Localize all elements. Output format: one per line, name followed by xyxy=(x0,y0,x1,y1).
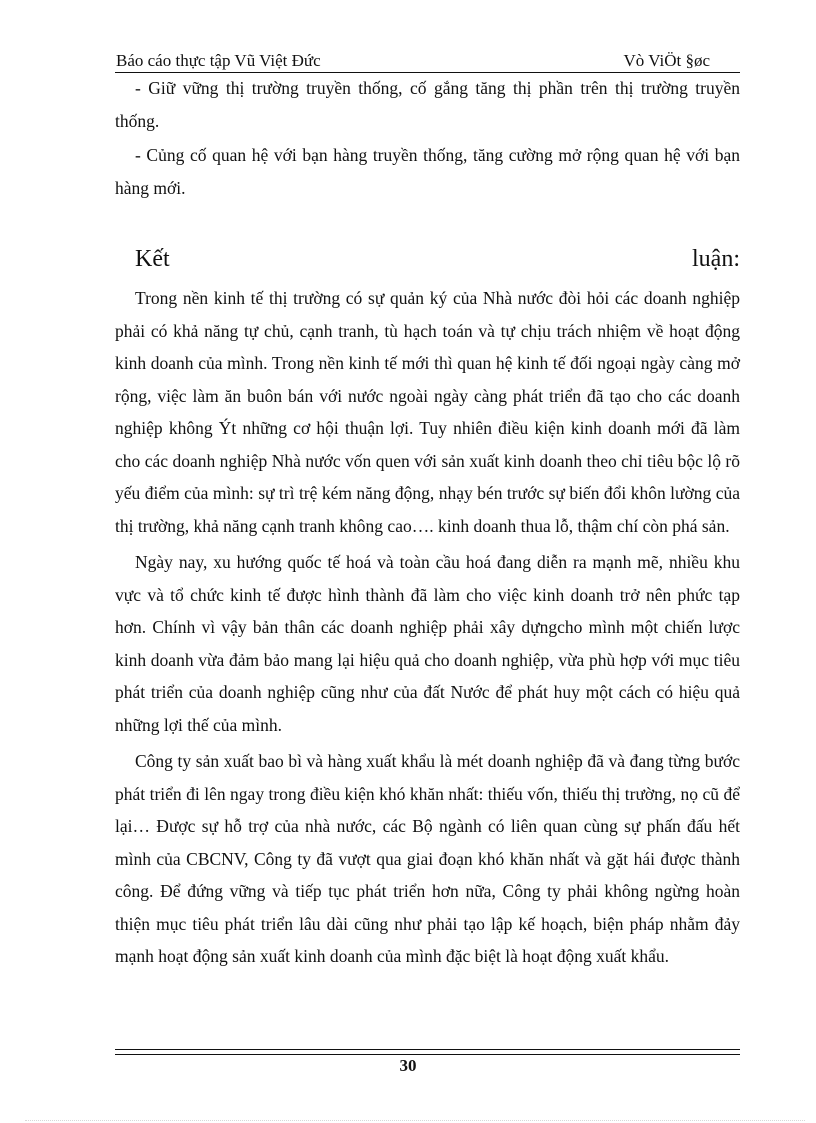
page-edge-divider xyxy=(25,1120,805,1121)
page-number: 30 xyxy=(399,1056,417,1075)
conclusion-heading xyxy=(115,242,740,276)
header-title: Báo cáo thực tập Vũ Việt Đức xyxy=(116,51,321,70)
page-header xyxy=(115,48,740,73)
paragraph: Ngày nay, xu hướng quốc tế hoá và toàn cầu hoá đang diễn ra mạnh mẽ, nhiều khu vực và tổ chức kinh tế được hình thành đã làm cho việc kinh doanh trở nên phức tạp hơn. Chính vì vậy bản thân các doanh nghiệp phải xây dựngcho mình một chiến lược kinh doanh vừa đảm bảo mang lại hiệu quả cho doanh nghiệp, vừa phù hợp với mục tiêu phát triển của doanh nghiệp cũng như của đất Nước để phát huy một cách có hiệu quả những lợi thế của mình. xyxy=(115,552,740,735)
paragraph: Công ty sản xuất bao bì và hàng xuất khẩu là mét doanh nghiệp đã và đang từng bước phát triển đi lên ngay trong điều kiện khó khăn nhất: thiếu vốn, thiếu thị trường, nọ cũ để lại… Được sự hỗ trợ của nhà nước, các Bộ ngành có liên quan cùng sự phấn đấu hết mình của CBCNV, Công ty đã vượt qua giai đoạn khó khăn nhất và gặt hái được thành công. Để đứng vững và tiếp tục phát triển hơn nữa, Công ty phải không ngừng hoàn thiện mục tiêu phát triển lâu dài cũng như phải tạo lập kế hoạch, biện pháp nhằm đảy mạnh hoạt động sản xuất kinh doanh của mình đặc biệt là hoạt động xuất khẩu. xyxy=(115,751,740,966)
header-author: Vò ViÖt §øc xyxy=(623,51,710,70)
page-body xyxy=(115,72,740,977)
heading-word: luận: xyxy=(692,246,740,272)
paragraph: Trong nền kinh tế thị trường có sự quản ký của Nhà nước đòi hỏi các doanh nghiệp phải có khả năng tự chủ, cạnh tranh, tù hạch toán và tự chịu trách nhiệm về hoạt động kinh doanh của mình. Trong nền kinh tế mới thì quan hệ kinh tế đối ngoại ngày càng mở rộng, việc làm ăn buôn bán với nước ngoài ngày càng phát triển đã tạo cho các doanh nghiệp không Ýt những cơ hội thuận lợi. Tuy nhiên điều kiện kinh doanh mới đã làm cho các doanh nghiệp Nhà nước vốn quen với sản xuất kinh doanh theo chỉ tiêu bộc lộ rõ yếu điểm của mình: sự trì trệ kém năng động, nhạy bén trước sự biến đổi khôn lường của thị trường, khả năng cạnh tranh không cao…. kinh doanh thua lỗ, thậm chí còn phá sản. xyxy=(115,288,740,536)
bullet-item: - Củng cố quan hệ với bạn hàng truyền thống, tăng cường mở rộng quan hệ với bạn hàng mới. xyxy=(115,145,740,198)
heading-word: Kết xyxy=(135,246,170,272)
bullet-item: - Giữ vững thị trường truyền thống, cố gắng tăng thị phần trên thị trường truyền thống. xyxy=(115,78,740,131)
